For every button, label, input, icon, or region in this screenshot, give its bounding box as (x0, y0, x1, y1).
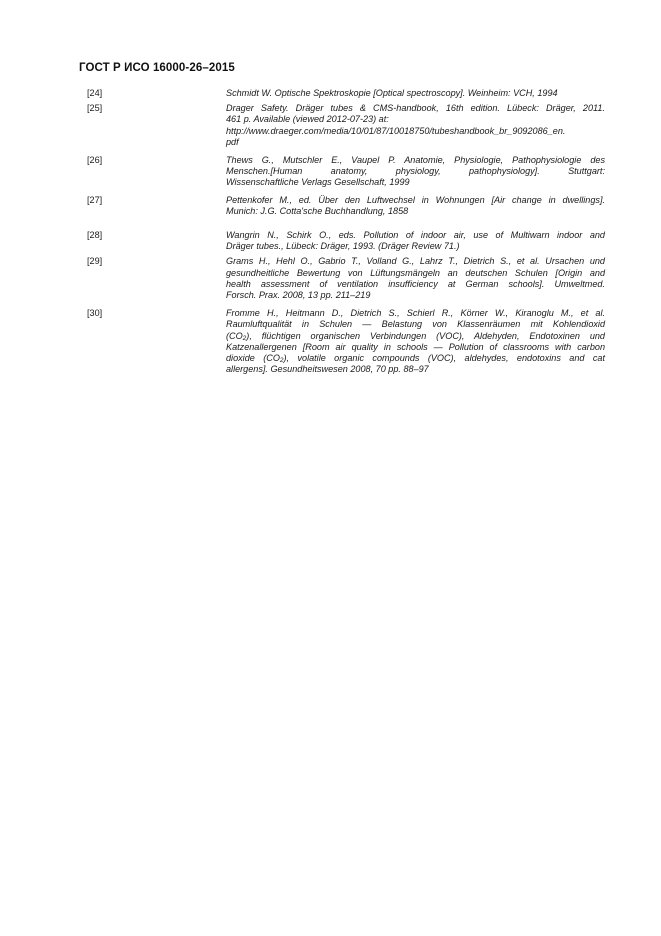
reference-fragment: (CO (226, 330, 243, 341)
reference-line: Fromme H., Heitmann D., Dietrich S., Schierl R., Körner W., Kiranoglu M., et al. (226, 308, 605, 319)
reference-line: health assessment of ventilation insufficiency at German schools]. Umweltmed. (226, 278, 605, 289)
reference-number: [27] (87, 194, 103, 205)
reference-link[interactable]: http://www.draeger.com/media/10/01/87/10018750/tubeshandbook_br_9092086_en. (226, 125, 566, 136)
reference-number: [30] (87, 308, 103, 319)
reference-line: Wissenschaftliche Verlags Gesellschaft, 1999 (226, 177, 410, 188)
reference-line: Drager Safety. Dräger tubes & CMS-handbook, 16th edition. Lübeck: Dräger, 2011. (226, 103, 605, 114)
reference-line: Menschen.[Human anatomy, physiology, pathophysiology]. Stuttgart: (226, 166, 605, 177)
reference-line: Katzenallergenen [Room air quality in schools — Pollution of classrooms with carbon (226, 341, 605, 352)
reference-text (226, 103, 605, 148)
reference-line: 461 p. Available (viewed 2012-07-23) at: (226, 114, 389, 125)
reference-line: pdf (226, 136, 239, 147)
reference-line: Grams H., Hehl O., Gabrio T., Volland G., Lahrz T., Dietrich S., et al. Ursachen und (226, 256, 605, 267)
reference-number: [26] (87, 155, 103, 166)
reference-item (87, 195, 605, 217)
reference-number: [25] (87, 103, 103, 114)
bibliography-list (87, 88, 605, 375)
reference-line: Dräger tubes., Lübeck: Dräger, 1993. (Dräger Review 71.) (226, 241, 460, 252)
reference-number: [28] (87, 230, 103, 241)
reference-text (226, 256, 605, 301)
reference-number: [29] (87, 256, 103, 267)
reference-item (87, 103, 605, 148)
reference-text (226, 195, 605, 217)
reference-text (226, 88, 605, 99)
reference-line: Wangrin N., Schirk O., eds. Pollution of indoor air, use of Multiwarn indoor and (226, 230, 605, 241)
reference-item (87, 155, 605, 189)
reference-number: [24] (87, 88, 103, 98)
subscript: 2 (242, 334, 247, 342)
reference-line: Forsch. Prax. 2008, 13 pp. 211–219 (226, 290, 371, 301)
reference-line (226, 331, 605, 342)
reference-text (226, 308, 605, 375)
subscript: 2 (279, 357, 284, 365)
reference-line: Munich: J.G. Cotta'sche Buchhandlung, 1858 (226, 205, 409, 216)
reference-text (226, 155, 605, 189)
reference-line: Pettenkofer M., ed. Über den Luftwechsel in Wohnungen [Air change in dwellings]. (226, 194, 605, 205)
reference-text (226, 230, 605, 252)
reference-line: Schmidt W. Optische Spektroskopie [Optical spectroscopy]. Weinheim: VCH, 1994 (226, 88, 558, 98)
reference-item (87, 88, 605, 99)
reference-line: Thews G., Mutschler E., Vaupel P. Anatomie, Physiologie, Pathophysiologie des (226, 155, 605, 166)
reference-fragment: ), flüchtigen organischen Verbindungen (VOC), Aldehyden, Endotoxinen und (246, 330, 605, 341)
reference-fragment: ), volatile organic compounds (VOC), aldehydes, endotoxins and cat (283, 353, 605, 364)
reference-line: gesundheitliche Bewertung von Lüftungsmängeln an deutschen Schulen [Origin and (226, 267, 605, 278)
reference-item (87, 308, 605, 375)
standard-header: ГОСТ Р ИСО 16000-26–2015 (79, 62, 235, 74)
reference-line (226, 353, 605, 364)
reference-line: Raumluftqualität in Schulen — Belastung von Klassenräumen mit Kohlendioxid (226, 319, 605, 330)
reference-item (87, 256, 605, 301)
reference-item (87, 230, 605, 252)
reference-fragment: dioxide (CO (226, 353, 280, 364)
reference-line: allergens]. Gesundheitswesen 2008, 70 pp. 88–97 (226, 364, 429, 375)
